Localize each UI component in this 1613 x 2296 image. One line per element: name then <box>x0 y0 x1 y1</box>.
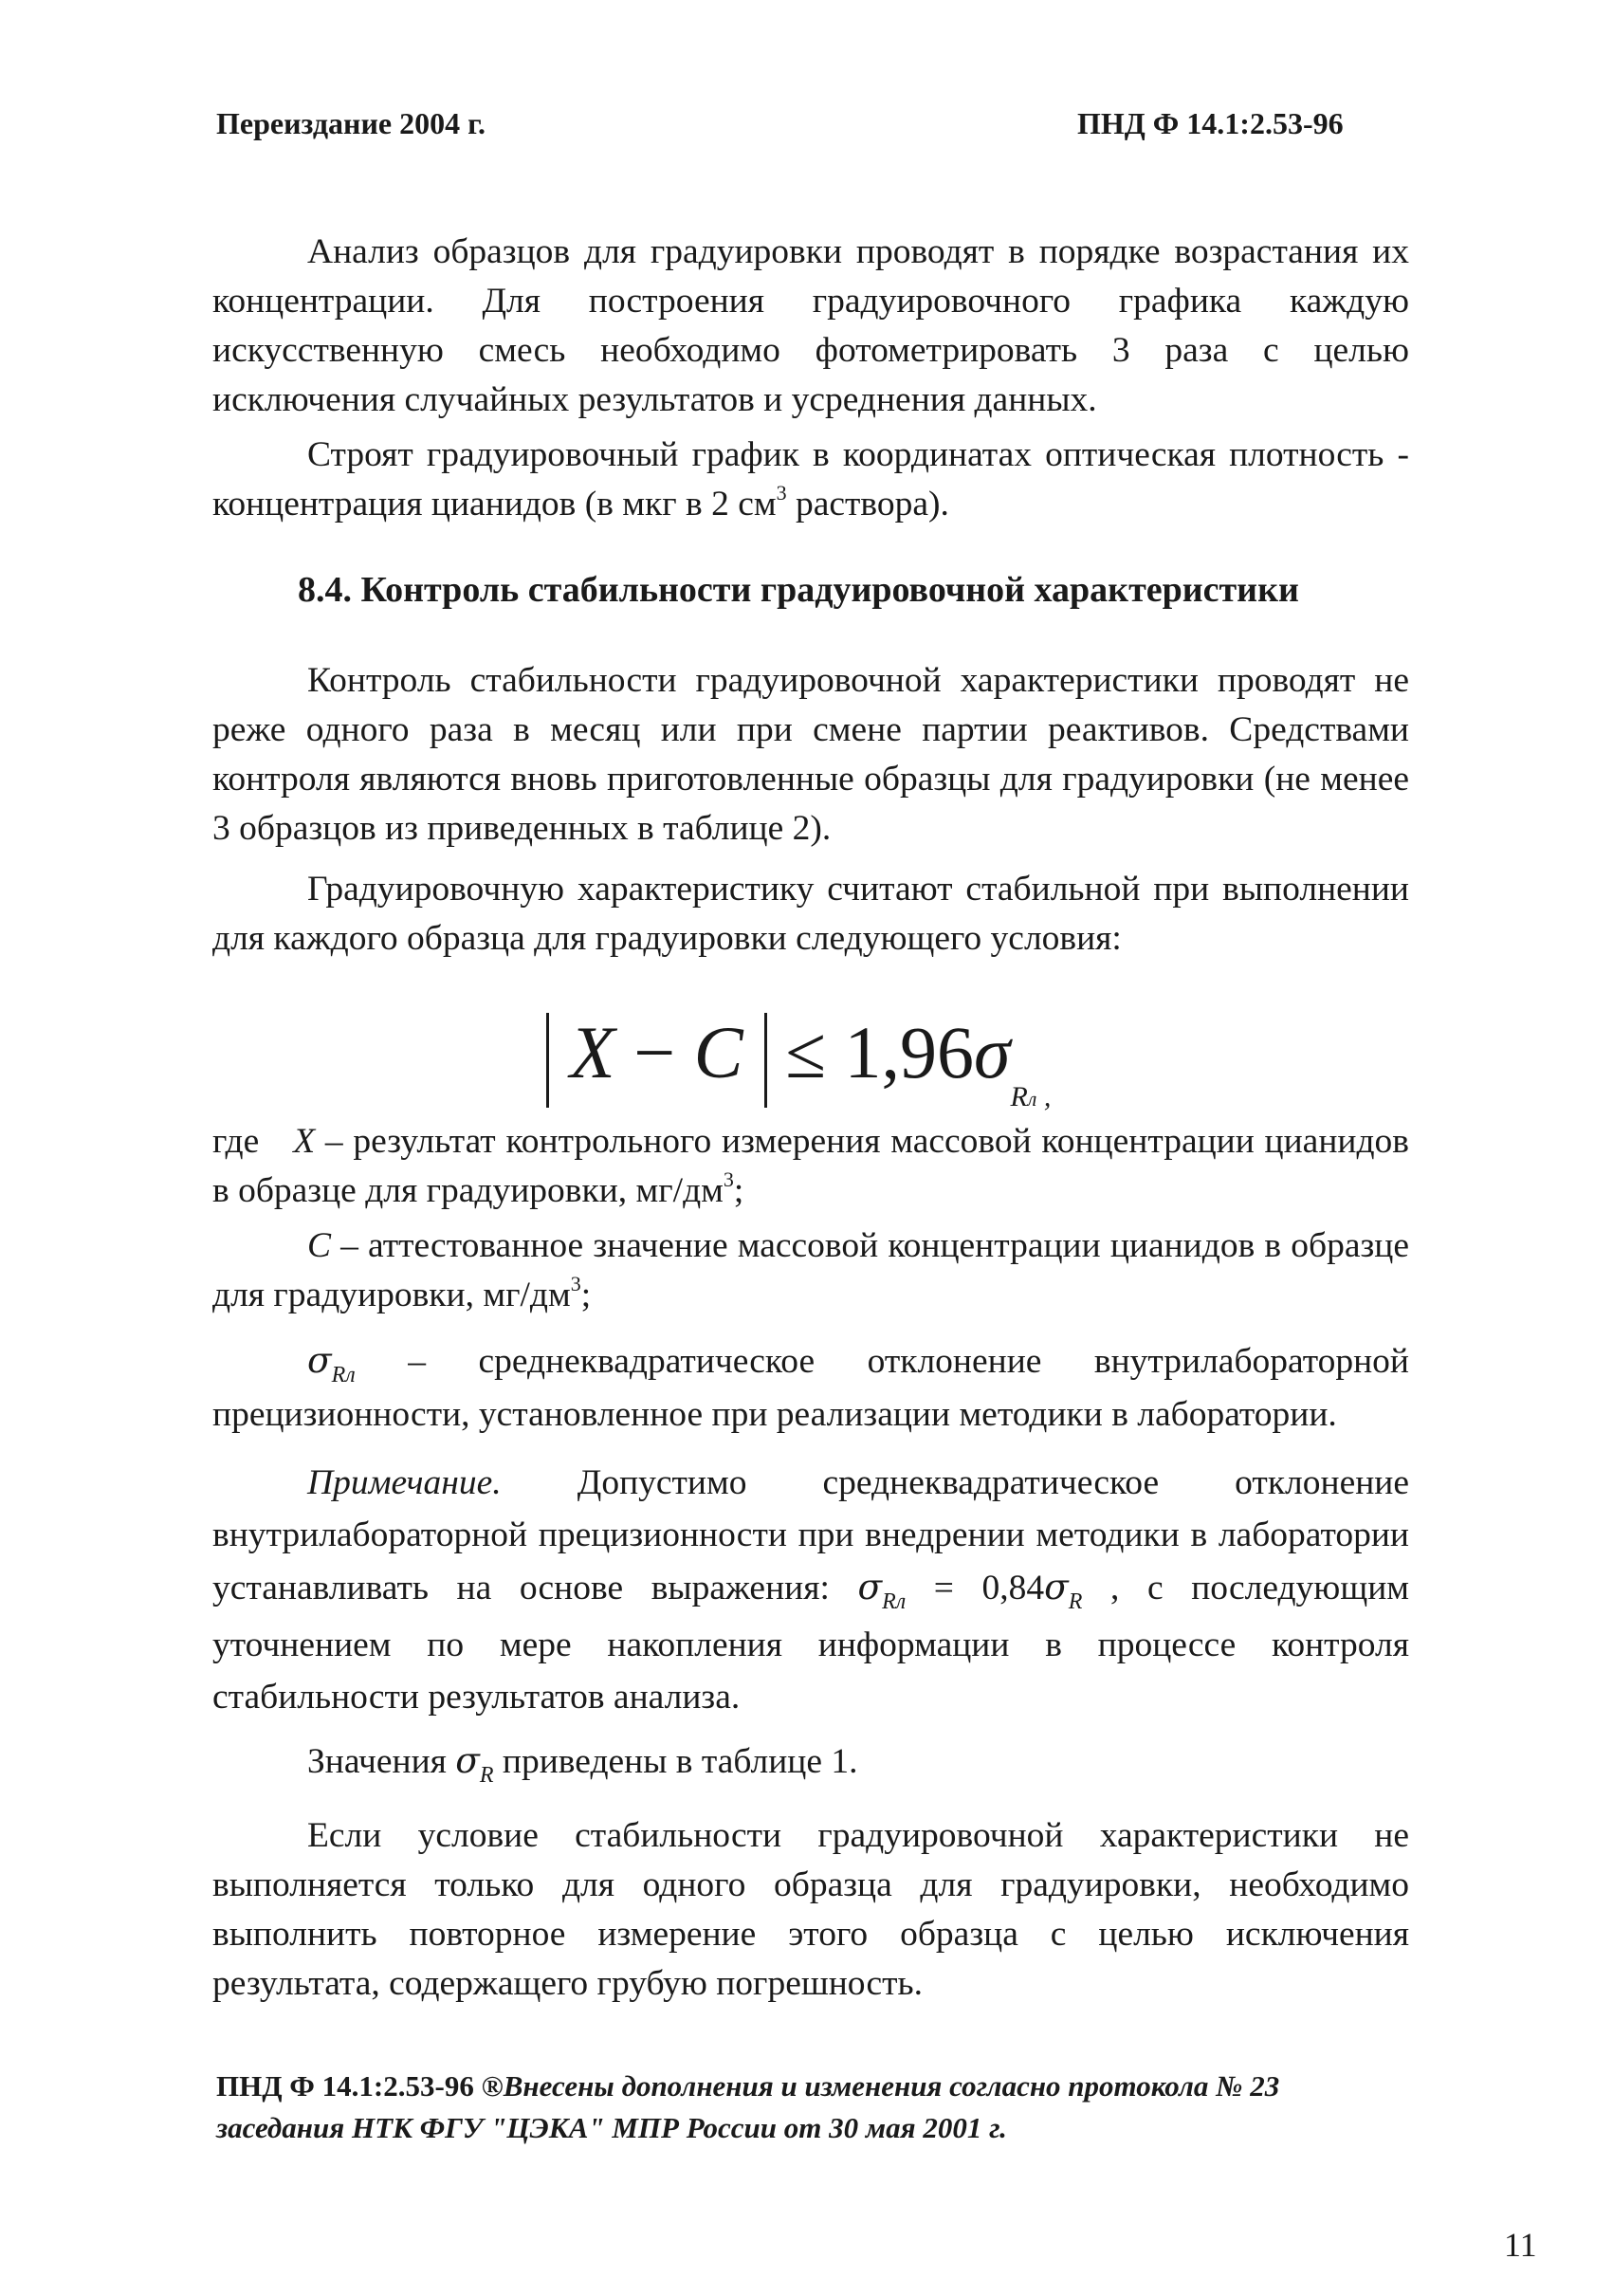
definition-symbol-c: C <box>307 1226 332 1265</box>
definition-text: – среднеквадратическое отклонение внутрилабораторной прецизионности, установленное при реализации методики в лаборатории. <box>212 1342 1409 1434</box>
paragraph-text: Градуировочную характеристику считают стабильной при выполнении для каждого образца для градуировки следующего условия: <box>212 870 1409 958</box>
formula-sub-l: л <box>1027 1087 1037 1111</box>
definition-symbol-sigma: σ <box>307 1339 332 1381</box>
paragraph-build-graph <box>212 431 1409 533</box>
note-paragraph <box>212 1457 1409 1723</box>
subscript: R <box>479 1763 494 1788</box>
paragraph-repeat-measurement <box>212 1811 1409 2009</box>
stability-formula <box>546 1001 1051 1114</box>
note-sigma-r: σ <box>1044 1566 1069 1607</box>
definition-c <box>212 1221 1409 1324</box>
formula-comma: , <box>1043 1081 1052 1112</box>
definition-text: – аттестованное значение массовой концентрации цианидов в образце для градуировки, мг/дм <box>212 1226 1409 1314</box>
definition-text: – результат контрольного измерения массовой концентрации цианидов в образце для градуировки, мг/дм <box>212 1122 1409 1210</box>
formula-minus: − <box>633 1011 676 1093</box>
definition-sigma <box>212 1335 1409 1440</box>
definition-x <box>212 1117 1409 1220</box>
paragraph-sigma-values <box>212 1736 1409 1791</box>
note-sigma: σ <box>857 1566 883 1607</box>
paragraph-text-part: приведены в таблице 1. <box>493 1742 858 1781</box>
definition-lead: где <box>212 1122 260 1161</box>
paragraph-stability-condition <box>212 865 1409 964</box>
superscript: 3 <box>723 1167 734 1191</box>
paragraph-text <box>212 1736 1409 1791</box>
paragraph-text-part: Строят градуировочный график в координатах оптическая плотность - концентрация цианидов (в мкг в 2 см <box>212 435 1409 523</box>
note-expression: = 0,84 <box>906 1569 1045 1607</box>
definition-end: ; <box>733 1171 744 1210</box>
footer-mark: ® <box>481 2069 504 2103</box>
header-left: Переиздание 2004 г. <box>216 106 486 140</box>
definition-body <box>212 1221 1409 1324</box>
paragraph-text <box>212 431 1409 533</box>
subscript: Rл <box>331 1363 356 1387</box>
abs-bar-right <box>764 1013 767 1108</box>
page-number: 11 <box>1504 2226 1537 2264</box>
definition-symbol-x: X <box>293 1122 316 1161</box>
footer-note <box>216 2066 1411 2149</box>
definition-body <box>212 1335 1409 1440</box>
subscript: R <box>1068 1589 1083 1614</box>
abs-bar-left <box>546 1013 549 1108</box>
paragraph-analysis-order <box>212 228 1409 425</box>
paragraph-control-frequency <box>212 656 1409 854</box>
paragraph-text: Контроль стабильности градуировочной характеристики проводят не реже одного раза в месяц или при смене партии реактивов. Средствами контроля являются вновь приготовленные образцы для градуировки (не менее 3 образцов из приведенных в таблице 2). <box>212 661 1409 848</box>
header-right: ПНД Ф 14.1:2.53-96 <box>1077 106 1344 140</box>
paragraph-text: Если условие стабильности градуировочной характеристики не выполняется только для одного образца для градуировки, необходимо выполнить повторное измерение этого образца с целью исключения результата, содержащего грубую погрешность. <box>212 1816 1409 2003</box>
formula-le: ≤ <box>785 1011 826 1093</box>
paragraph-text-part: раствора). <box>786 485 949 523</box>
note-text: Допустимо среднеквадратическое отклонение внутрилабораторной прецизионности при внедрении методики в лаборатории устанавливать на основе выражения: <box>212 1463 1409 1607</box>
definition-end: ; <box>580 1276 592 1314</box>
note-text: , с последующим уточнением по мере накопления информации в процессе контроля стабильности результатов анализа. <box>212 1569 1409 1717</box>
formula-c: C <box>693 1011 743 1093</box>
formula-coef: 1,96 <box>844 1011 974 1093</box>
section-heading: 8.4. Контроль стабильности градуировочной характеристики <box>298 570 1299 610</box>
paragraph-text: Анализ образцов для градуировки проводят в порядке возрастания их концентрации. Для построения градуировочного графика каждую искусственную смесь необходимо фотометрировать 3 раза с целью исключения случайных результатов и усреднения данных. <box>212 232 1409 419</box>
paragraph-text-part: Значения <box>307 1742 456 1781</box>
formula-sub <box>1010 1081 1051 1112</box>
formula-x: X <box>570 1011 615 1093</box>
footer-text: Внесены дополнения и изменения согласно протокола № 23 заседания НТК ФГУ "ЦЭКА" МПР России от 30 мая 2001 г. <box>216 2069 1280 2144</box>
formula-sub-r: R <box>1010 1081 1028 1112</box>
note-label: Примечание. <box>307 1463 502 1502</box>
superscript: 3 <box>776 481 787 505</box>
note-body <box>212 1457 1409 1723</box>
superscript: 3 <box>570 1272 581 1295</box>
footer-code: ПНД Ф 14.1:2.53-96 <box>216 2069 474 2103</box>
subscript: Rл <box>882 1589 907 1614</box>
formula-sigma: σ <box>974 1011 1011 1093</box>
sigma-symbol: σ <box>455 1739 480 1781</box>
